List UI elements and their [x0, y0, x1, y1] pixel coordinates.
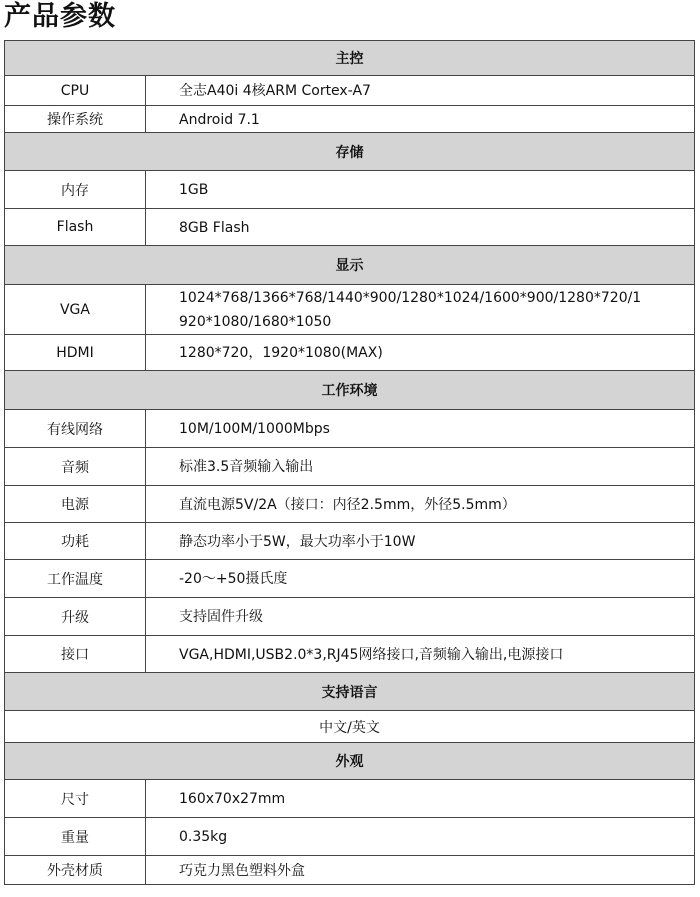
spec-label: 尺寸 — [5, 780, 146, 818]
spec-value: VGA,HDMI,USB2.0*3,RJ45网络接口,音频输入输出,电源接口 — [146, 636, 695, 673]
spec-value: 160x70x27mm — [146, 780, 695, 818]
spec-row-os — [5, 106, 695, 133]
spec-value: 直流电源5V/2A（接口：内径2.5mm，外径5.5mm） — [146, 486, 695, 523]
spec-row-power — [5, 486, 695, 523]
section-header-environment — [5, 371, 695, 410]
spec-row-memory — [5, 171, 695, 209]
spec-row-network — [5, 410, 695, 448]
section-header-main-control — [5, 41, 695, 76]
spec-value: 静态功率小于5W，最大功率小于10W — [146, 523, 695, 560]
spec-label: 重量 — [5, 818, 146, 856]
spec-value: 0.35kg — [146, 818, 695, 856]
spec-label: 有线网络 — [5, 410, 146, 448]
spec-value: 1024*768/1366*768/1440*900/1280*1024/1600*900/1280*720/1 920*1080/1680*1050 — [146, 285, 695, 335]
spec-value: -20～+50摄氏度 — [146, 560, 695, 598]
section-title: 工作环境 — [5, 371, 695, 410]
spec-label: 内存 — [5, 171, 146, 209]
spec-label: 接口 — [5, 636, 146, 673]
spec-label: Flash — [5, 209, 146, 246]
spec-value: 全志A40i 4核ARM Cortex-A7 — [146, 76, 695, 106]
spec-row-upgrade — [5, 598, 695, 636]
spec-value: 支持固件升级 — [146, 598, 695, 636]
section-header-appearance — [5, 743, 695, 780]
spec-label: 音频 — [5, 448, 146, 486]
spec-value: 中文/英文 — [5, 711, 695, 743]
spec-value: 巧克力黑色塑料外盒 — [146, 856, 695, 885]
spec-label: 外壳材质 — [5, 856, 146, 885]
spec-table — [4, 40, 695, 885]
spec-row-size — [5, 780, 695, 818]
section-title: 存储 — [5, 133, 695, 171]
spec-row-cpu — [5, 76, 695, 106]
spec-row-consumption — [5, 523, 695, 560]
spec-row-hdmi — [5, 335, 695, 371]
spec-row-interfaces — [5, 636, 695, 673]
spec-value: 1280*720，1920*1080(MAX) — [146, 335, 695, 371]
section-header-display — [5, 246, 695, 285]
spec-row-material — [5, 856, 695, 885]
spec-label: 操作系统 — [5, 106, 146, 133]
spec-row-vga — [5, 285, 695, 335]
spec-label: VGA — [5, 285, 146, 335]
section-title: 显示 — [5, 246, 695, 285]
section-title: 主控 — [5, 41, 695, 76]
spec-label: CPU — [5, 76, 146, 106]
page-title: 产品参数 — [4, 1, 116, 32]
spec-label: 功耗 — [5, 523, 146, 560]
section-header-language — [5, 673, 695, 711]
spec-label: 升级 — [5, 598, 146, 636]
spec-row-audio — [5, 448, 695, 486]
spec-label: 电源 — [5, 486, 146, 523]
spec-row-flash — [5, 209, 695, 246]
section-header-storage — [5, 133, 695, 171]
spec-value: 标准3.5音频输入输出 — [146, 448, 695, 486]
spec-value: 1GB — [146, 171, 695, 209]
spec-row-language — [5, 711, 695, 743]
spec-row-weight — [5, 818, 695, 856]
spec-value: Android 7.1 — [146, 106, 695, 133]
spec-label: 工作温度 — [5, 560, 146, 598]
spec-value: 8GB Flash — [146, 209, 695, 246]
spec-row-temperature — [5, 560, 695, 598]
spec-value: 10M/100M/1000Mbps — [146, 410, 695, 448]
section-title: 外观 — [5, 743, 695, 780]
spec-label: HDMI — [5, 335, 146, 371]
section-title: 支持语言 — [5, 673, 695, 711]
